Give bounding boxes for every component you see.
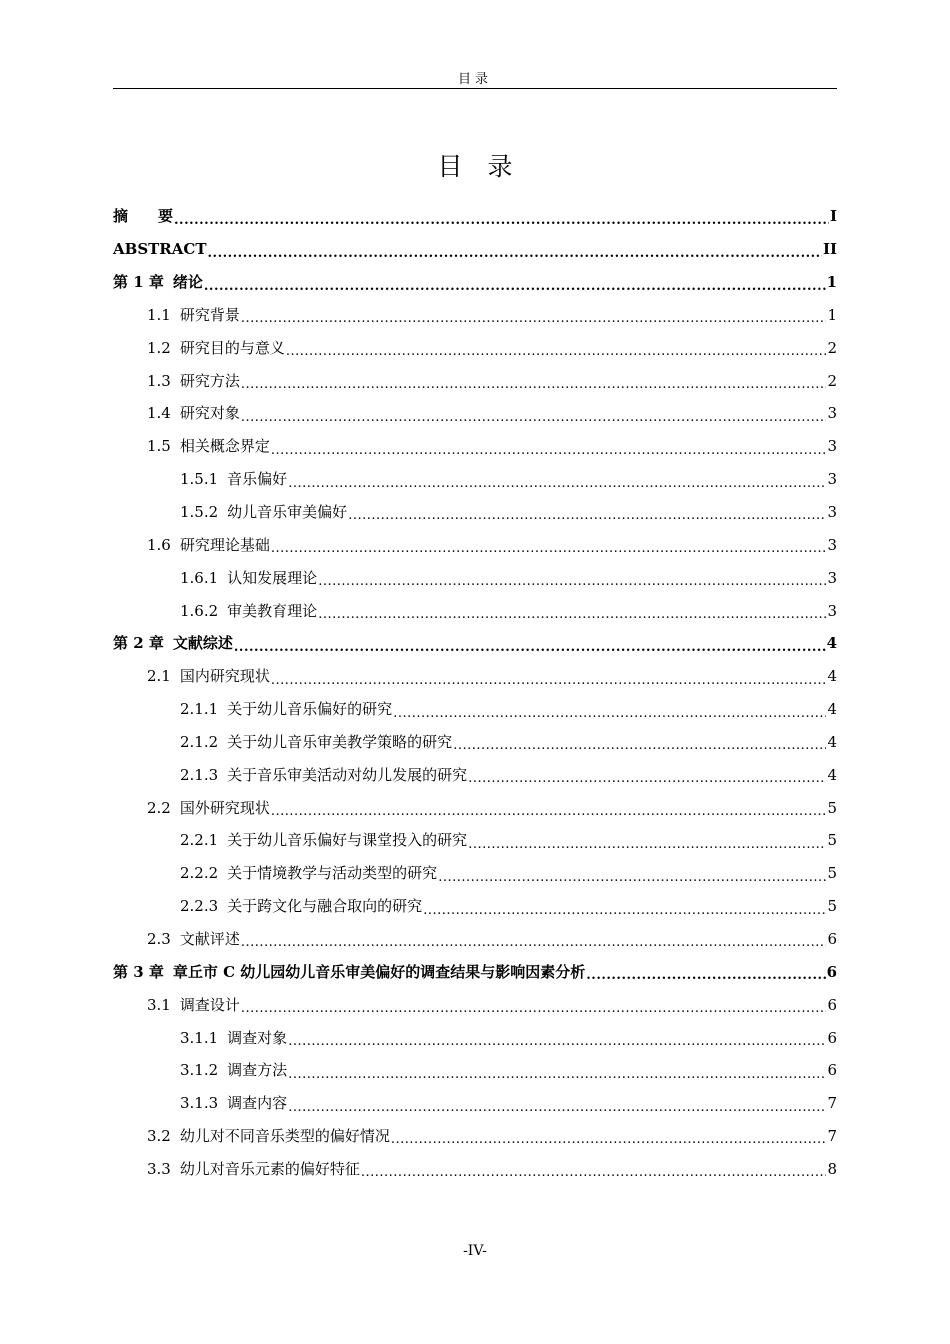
toc-entry-number: 2.1.3 xyxy=(180,765,219,784)
toc-entry-title: 文献综述 xyxy=(172,634,233,653)
toc-entry-number: 第 1 章 xyxy=(113,273,164,292)
toc-entry-number: 2.2.1 xyxy=(180,831,219,850)
toc-entry-title: 关于幼儿音乐审美教学策略的研究 xyxy=(227,732,453,751)
toc-dot-leader xyxy=(393,709,826,726)
toc-entry-number: 1.1 xyxy=(147,305,171,324)
toc-entry-page: 5 xyxy=(827,897,837,916)
toc-entry-page: 3 xyxy=(827,535,837,554)
toc-entry-number: 3.1.1 xyxy=(180,1028,219,1047)
toc-dot-leader xyxy=(348,511,826,528)
toc-entry[interactable] xyxy=(113,430,837,463)
toc-dot-leader xyxy=(241,1004,827,1021)
toc-entry-title: 国内研究现状 xyxy=(179,667,270,686)
toc-dot-leader xyxy=(438,873,826,890)
toc-dot-leader xyxy=(468,840,826,857)
toc-entry-page: 1 xyxy=(827,305,837,324)
toc-entry-page: 6 xyxy=(827,929,837,948)
header-rule xyxy=(113,88,837,89)
toc-entry-title: 关于幼儿音乐偏好与课堂投入的研究 xyxy=(227,831,468,850)
toc-dot-leader xyxy=(174,216,829,233)
toc-entry-number: 1.6.1 xyxy=(180,568,219,587)
toc-entry-title: 关于跨文化与融合取向的研究 xyxy=(227,897,423,916)
toc-dot-leader xyxy=(286,347,827,364)
toc-dot-leader xyxy=(208,249,822,266)
toc-entry-number: 2.1.2 xyxy=(180,732,219,751)
toc-entry-number: 1.2 xyxy=(147,338,171,357)
toc-dot-leader xyxy=(361,1168,827,1185)
toc-entry-number: 3.2 xyxy=(147,1127,171,1146)
toc-entry[interactable] xyxy=(113,923,837,956)
toc-entry-page: 3 xyxy=(827,568,837,587)
toc-entry[interactable] xyxy=(113,594,837,627)
toc-entry[interactable] xyxy=(113,1021,837,1054)
toc-entry[interactable] xyxy=(113,528,837,561)
toc-dot-leader xyxy=(288,479,826,496)
toc-entry[interactable] xyxy=(113,233,837,266)
toc-entry[interactable] xyxy=(113,397,837,430)
toc-entry[interactable] xyxy=(113,693,837,726)
toc-entry-page: 4 xyxy=(827,667,837,686)
toc-entry-title: 幼儿对音乐元素的偏好特征 xyxy=(179,1159,360,1178)
toc-entry-title: 关于情境教学与活动类型的研究 xyxy=(227,864,438,883)
toc-entry-title: 调查对象 xyxy=(227,1028,288,1047)
toc-dot-leader xyxy=(318,610,826,627)
toc-entry-number: 2.2.2 xyxy=(180,864,219,883)
toc-entry-page: 4 xyxy=(826,634,837,653)
toc-entry-page: 5 xyxy=(827,864,837,883)
toc-entry-title: 调查方法 xyxy=(227,1061,288,1080)
toc-dot-leader xyxy=(468,774,826,791)
toc-entry-page: 4 xyxy=(827,732,837,751)
toc-entry-page: 6 xyxy=(827,1028,837,1047)
toc-entry[interactable] xyxy=(113,1054,837,1087)
toc-entry-number: 3.3 xyxy=(147,1159,171,1178)
toc-entry-number: 3.1 xyxy=(147,995,171,1014)
toc-entry-page: 7 xyxy=(827,1094,837,1113)
toc-entry-title: 调查内容 xyxy=(227,1094,288,1113)
toc-entry-number: 1.5 xyxy=(147,437,171,456)
toc-entry[interactable] xyxy=(113,988,837,1021)
toc-entry-number: 2.1 xyxy=(147,667,171,686)
toc-entry[interactable] xyxy=(113,561,837,594)
toc-dot-leader xyxy=(453,741,826,758)
toc-dot-leader xyxy=(288,1103,826,1120)
toc-dot-leader xyxy=(586,971,825,988)
toc-entry-title: 研究对象 xyxy=(179,404,240,423)
toc-entry-number: 1.4 xyxy=(147,404,171,423)
toc-dot-leader xyxy=(391,1135,827,1152)
toc-entry[interactable] xyxy=(113,857,837,890)
toc-entry-number: 1.3 xyxy=(147,371,171,390)
toc-dot-leader xyxy=(204,282,826,299)
toc-dot-leader xyxy=(241,380,827,397)
toc-entry-number: 1.6.2 xyxy=(180,601,219,620)
toc-entry[interactable] xyxy=(113,758,837,791)
toc-entry-title: 调查设计 xyxy=(179,995,240,1014)
toc-entry-page: 6 xyxy=(827,1061,837,1080)
toc-dot-leader xyxy=(241,314,827,331)
toc-entry-title: 关于音乐审美活动对幼儿发展的研究 xyxy=(227,765,468,784)
toc-entry-page: 1 xyxy=(826,273,837,292)
toc-entry-number: 2.3 xyxy=(147,929,171,948)
table-of-contents xyxy=(113,200,837,1185)
toc-entry-title: 摘 要 xyxy=(113,207,174,226)
toc-entry[interactable] xyxy=(113,627,837,660)
toc-entry-page: 3 xyxy=(827,503,837,522)
toc-entry-title: 音乐偏好 xyxy=(227,470,288,489)
toc-dot-leader xyxy=(271,544,827,561)
toc-entry[interactable] xyxy=(113,1120,837,1153)
toc-entry-page: 4 xyxy=(827,765,837,784)
toc-dot-leader xyxy=(318,577,826,594)
toc-entry[interactable] xyxy=(113,266,837,299)
toc-entry-page: 3 xyxy=(827,470,837,489)
toc-dot-leader xyxy=(288,1070,826,1087)
toc-dot-leader xyxy=(234,643,826,660)
toc-entry-number: 2.2 xyxy=(147,798,171,817)
toc-entry-page: 5 xyxy=(827,831,837,850)
toc-entry-title: 研究目的与意义 xyxy=(179,338,285,357)
toc-entry[interactable] xyxy=(113,726,837,759)
toc-entry[interactable] xyxy=(113,791,837,824)
toc-entry[interactable] xyxy=(113,890,837,923)
toc-entry-title: ABSTRACT xyxy=(113,240,207,259)
toc-entry-page: 2 xyxy=(827,371,837,390)
toc-dot-leader xyxy=(271,807,827,824)
toc-entry-title: 绪论 xyxy=(172,273,203,292)
toc-entry-title: 审美教育理论 xyxy=(227,601,318,620)
toc-entry[interactable] xyxy=(113,463,837,496)
toc-dot-leader xyxy=(271,676,827,693)
toc-entry-page: 6 xyxy=(827,995,837,1014)
toc-entry-title: 认知发展理论 xyxy=(227,568,318,587)
toc-dot-leader xyxy=(271,446,827,463)
toc-entry-page: 6 xyxy=(826,962,837,981)
toc-dot-leader xyxy=(288,1037,826,1054)
toc-entry[interactable] xyxy=(113,1152,837,1185)
toc-entry-number: 2.1.1 xyxy=(180,700,219,719)
toc-entry-number: 1.5.2 xyxy=(180,503,219,522)
toc-entry-title: 关于幼儿音乐偏好的研究 xyxy=(227,700,393,719)
toc-entry[interactable] xyxy=(113,200,837,233)
toc-entry-page: 5 xyxy=(827,798,837,817)
toc-entry-page: II xyxy=(822,240,837,259)
toc-entry-number: 第 2 章 xyxy=(113,634,164,653)
toc-entry-title: 研究背景 xyxy=(179,305,240,324)
toc-entry-page: 3 xyxy=(827,601,837,620)
toc-entry-page: 8 xyxy=(827,1159,837,1178)
page-title: 目 录 xyxy=(437,152,513,181)
toc-entry[interactable] xyxy=(113,364,837,397)
toc-entry-page: 3 xyxy=(827,437,837,456)
running-header: 目录 xyxy=(457,72,492,87)
toc-entry[interactable] xyxy=(113,496,837,529)
toc-dot-leader xyxy=(423,906,826,923)
toc-entry-number: 3.1.2 xyxy=(180,1061,219,1080)
toc-entry-page: 4 xyxy=(827,700,837,719)
toc-entry[interactable] xyxy=(113,660,837,693)
toc-entry-number: 第 3 章 xyxy=(113,962,164,981)
toc-dot-leader xyxy=(241,413,827,430)
toc-entry-title: 幼儿音乐审美偏好 xyxy=(227,503,348,522)
toc-entry-number: 2.2.3 xyxy=(180,897,219,916)
toc-entry-number: 3.1.3 xyxy=(180,1094,219,1113)
toc-entry-page: 2 xyxy=(827,338,837,357)
toc-entry-title: 国外研究现状 xyxy=(179,798,270,817)
toc-entry[interactable] xyxy=(113,299,837,332)
toc-entry-page: 7 xyxy=(827,1127,837,1146)
toc-entry-title: 章丘市 C 幼儿园幼儿音乐审美偏好的调查结果与影响因素分析 xyxy=(172,962,586,981)
toc-entry[interactable] xyxy=(113,955,837,988)
toc-entry[interactable] xyxy=(113,824,837,857)
toc-entry-title: 文献评述 xyxy=(179,929,240,948)
toc-entry-page: I xyxy=(829,207,837,226)
toc-entry-number: 1.6 xyxy=(147,535,171,554)
toc-entry-number: 1.5.1 xyxy=(180,470,219,489)
toc-entry-title: 幼儿对不同音乐类型的偏好情况 xyxy=(179,1127,390,1146)
toc-entry-title: 研究理论基础 xyxy=(179,535,270,554)
toc-entry-page: 3 xyxy=(827,404,837,423)
toc-entry[interactable] xyxy=(113,331,837,364)
toc-entry-title: 研究方法 xyxy=(179,371,240,390)
page-number: -IV- xyxy=(463,1243,487,1259)
toc-entry-title: 相关概念界定 xyxy=(179,437,270,456)
toc-entry[interactable] xyxy=(113,1087,837,1120)
toc-dot-leader xyxy=(241,938,827,955)
